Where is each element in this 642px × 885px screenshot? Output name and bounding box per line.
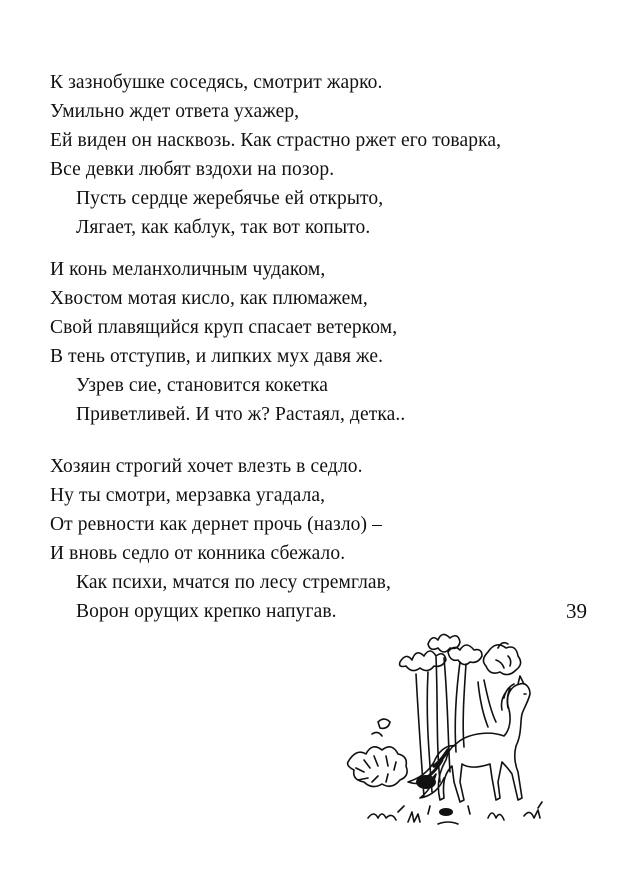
poem-line: Умильно ждет ответа ухажер,: [50, 101, 300, 122]
stanza-2: [50, 255, 570, 429]
poem-line-indented: Как психи, мчатся по лесу стремглав,: [76, 572, 391, 593]
poem-line: Ей виден он насквозь. Как страстно ржет его товарка,: [50, 130, 502, 151]
stanza-1: [50, 68, 570, 242]
poem-line-indented: Приветливей. И что ж? Растаял, детка..: [76, 404, 406, 425]
poem-line: И конь меланхоличным чудаком,: [50, 259, 326, 280]
poem-line-indented: Ворон орущих крепко напугав.: [76, 601, 337, 622]
poem-line-indented: Пусть сердце жеребячье ей открыто,: [76, 188, 384, 209]
stanza-3: [50, 452, 570, 626]
poem-line-indented: Узрев сие, становится кокетка: [76, 375, 329, 396]
horse-under-trees-icon: [338, 622, 563, 840]
poem-line: В тень отступив, и липких мух давя же.: [50, 346, 384, 367]
page-number: 39: [566, 599, 587, 623]
poem-line: И вновь седло от конника сбежало.: [50, 543, 346, 564]
poem-line: Хвостом мотая кисло, как плюмажем,: [50, 288, 368, 309]
poem-line: От ревности как дернет прочь (назло) –: [50, 514, 382, 535]
poem-line: Ну ты смотри, мерзавка угадала,: [50, 485, 326, 506]
poem-line: Хозяин строгий хочет влезть в седло.: [50, 456, 363, 477]
poem-line: Все девки любят вздохи на позор.: [50, 159, 335, 180]
poem-line-indented: Лягает, как каблук, так вот копыто.: [76, 217, 371, 238]
poem-line: Свой плавящийся круп спасает ветерком,: [50, 317, 398, 338]
poem-line: К зазнобушке соседясь, смотрит жарко.: [50, 72, 383, 93]
